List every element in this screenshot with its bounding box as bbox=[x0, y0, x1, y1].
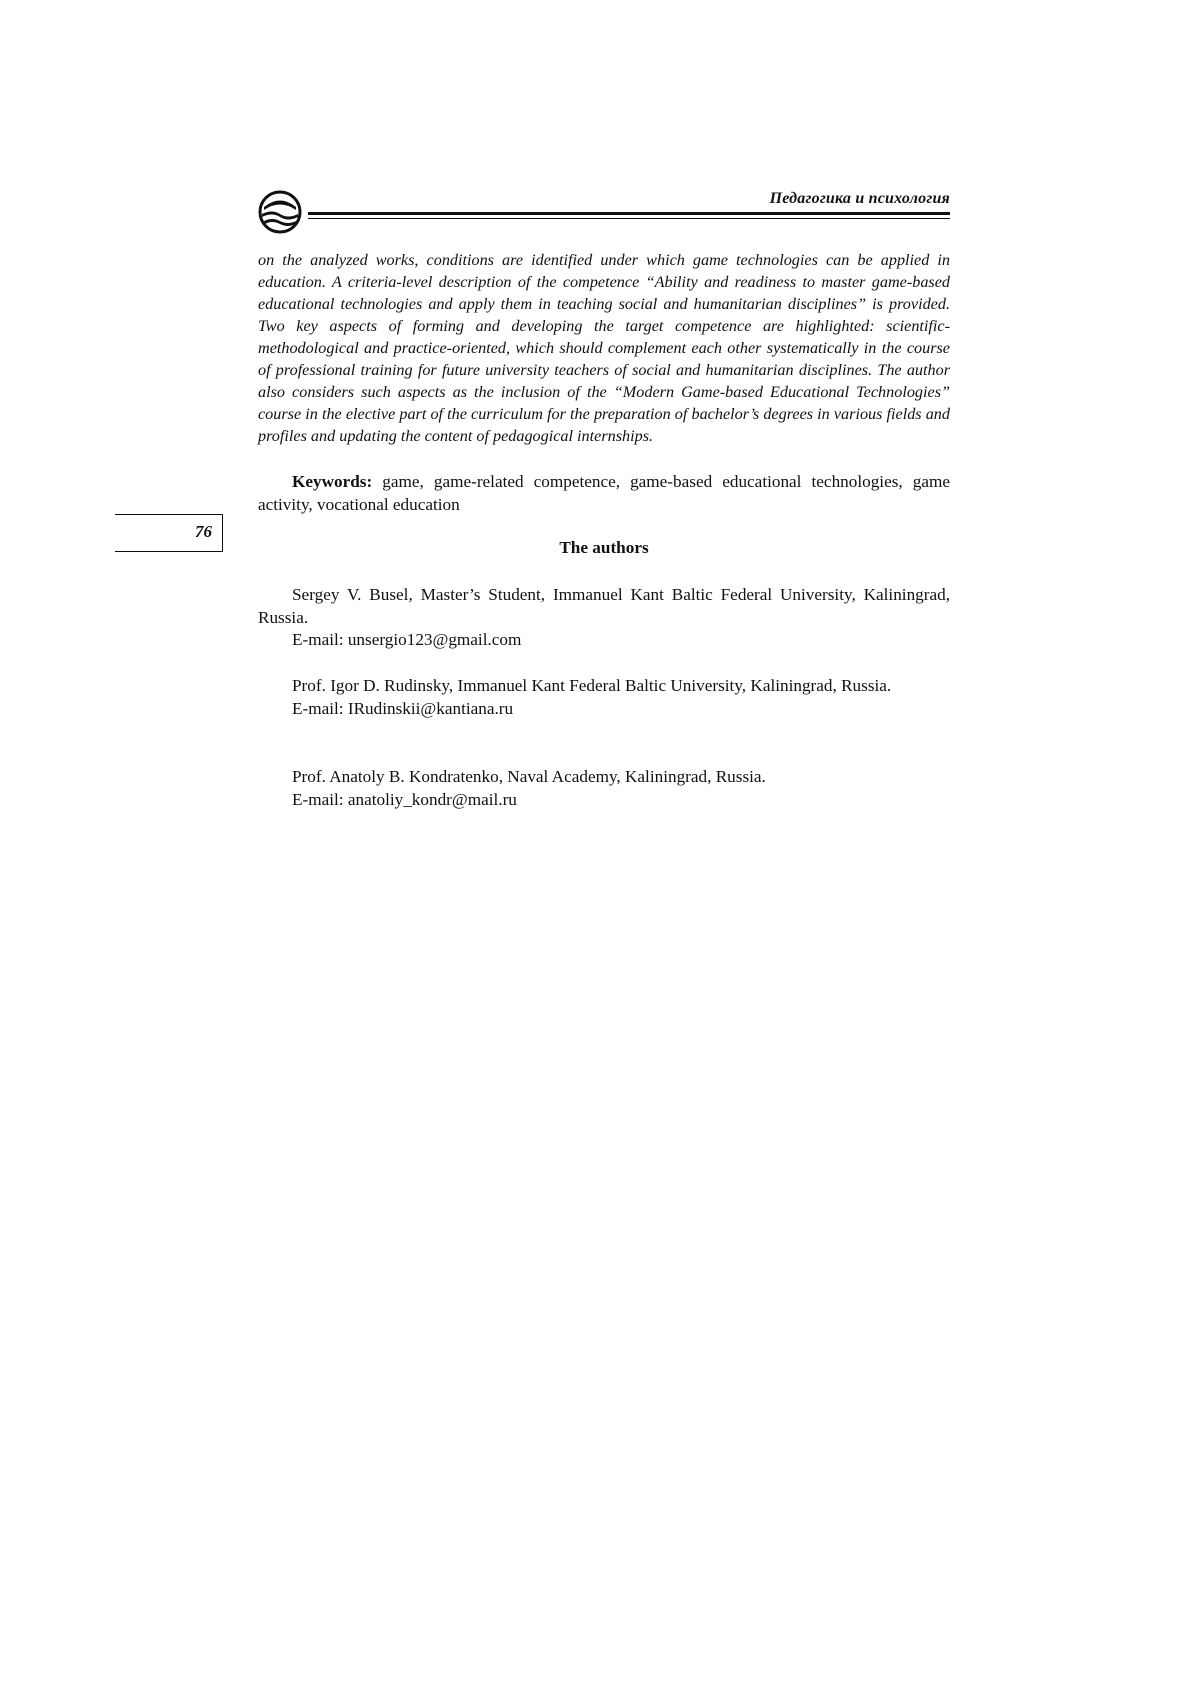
page-number-box bbox=[115, 514, 223, 552]
abstract bbox=[258, 249, 950, 447]
author-entry bbox=[258, 675, 950, 720]
journal-logo-icon bbox=[258, 190, 302, 234]
author-affiliation: Sergey V. Busel, Master’s Student, Immanuel Kant Baltic Federal University, Kaliningrad, Russia. bbox=[258, 585, 950, 627]
keywords-label: Keywords: bbox=[292, 472, 373, 491]
running-header bbox=[258, 188, 950, 238]
abstract-text: on the analyzed works, conditions are identified under which game technologies can be applied in education. A criteria-level description of the competence “Ability and readiness to master game-based educational technologies and apply them in teaching social and humanitarian disciplines” is provided. Two key aspects of forming and developing the target competence are highlighted: scientific-methodological and practice-oriented, which should complement each other systematically in the course of professional training for future university teachers of social and humanitarian disciplines. The author also considers such aspects as the inclusion of the “Modern Game-based Educational Technologies” course in the elective part of the curriculum for the preparation of bachelor’s degrees in various fields and profiles and updating the content of pedagogical internships. bbox=[258, 251, 950, 445]
header-rule-thin bbox=[308, 218, 950, 219]
author-entry bbox=[258, 584, 950, 652]
page-number: 76 bbox=[195, 522, 212, 541]
header-rule bbox=[308, 212, 950, 215]
author-email: E-mail: unsergio123@gmail.com bbox=[292, 630, 522, 649]
journal-section-title: Педагогика и психология bbox=[769, 190, 950, 207]
keywords-text: game, game-related competence, game-based educational technologies, game activity, vocational education bbox=[258, 472, 950, 514]
author-affiliation: Prof. Igor D. Rudinsky, Immanuel Kant Federal Baltic University, Kaliningrad, Russia. bbox=[292, 676, 892, 695]
author-affiliation: Prof. Anatoly B. Kondratenko, Naval Academy, Kaliningrad, Russia. bbox=[292, 767, 766, 786]
author-email: E-mail: anatoliy_kondr@mail.ru bbox=[292, 789, 517, 809]
author-email: E-mail: IRudinskii@kantiana.ru bbox=[292, 698, 514, 718]
authors-heading: The authors bbox=[559, 538, 649, 557]
author-entry bbox=[258, 766, 950, 811]
keywords bbox=[258, 470, 950, 516]
